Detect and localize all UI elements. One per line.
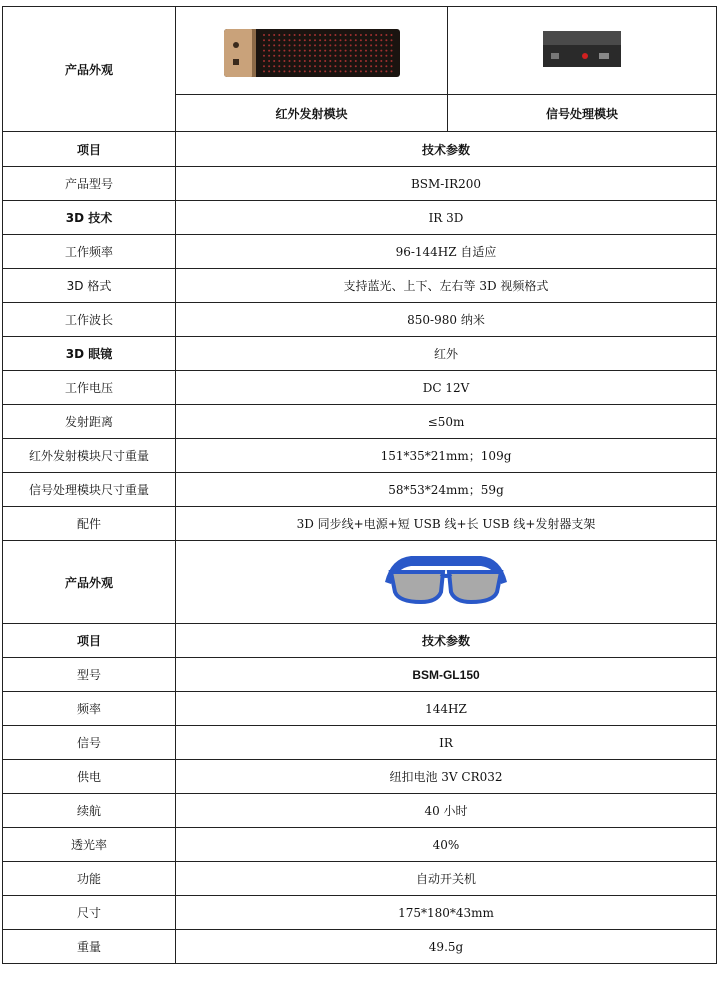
row-value: 纽扣电池 3V CR032 xyxy=(176,760,717,794)
processor-caption: 信号处理模块 xyxy=(448,95,717,132)
row-value: 151*35*21mm；109g xyxy=(176,439,717,473)
row-value: 175*180*43mm xyxy=(176,896,717,930)
table-row xyxy=(3,235,717,269)
row-value: 144HZ xyxy=(176,692,717,726)
table-row xyxy=(3,405,717,439)
row-value: 3D 同步线+电源+短 USB 线+长 USB 线+发射器支架 xyxy=(176,507,717,541)
row-value: 红外 xyxy=(176,337,717,371)
table-row xyxy=(3,167,717,201)
table-row xyxy=(3,930,717,964)
model-value: BSM-GL150 xyxy=(176,658,717,692)
row-label: 信号处理模块尺寸重量 xyxy=(3,473,176,507)
row-value: 850-980 纳米 xyxy=(176,303,717,337)
signal-processor-image xyxy=(537,27,627,71)
ir-emitter-image xyxy=(222,19,402,83)
glasses-header-item: 项目 xyxy=(3,624,176,658)
table-row xyxy=(3,371,717,405)
row-label: 透光率 xyxy=(3,828,176,862)
row-label: 3D 格式 xyxy=(3,269,176,303)
row-value: 40 小时 xyxy=(176,794,717,828)
row-label: 配件 xyxy=(3,507,176,541)
row-value: 96-144HZ 自适应 xyxy=(176,235,717,269)
table-row xyxy=(3,507,717,541)
row-value: 支持蓝光、上下、左右等 3D 视频格式 xyxy=(176,269,717,303)
row-value: IR 3D xyxy=(176,201,717,235)
row-value: ≤50m xyxy=(176,405,717,439)
glasses-image-cell xyxy=(176,541,717,624)
emitter-caption: 红外发射模块 xyxy=(176,95,448,132)
table-row xyxy=(3,828,717,862)
table-row xyxy=(3,862,717,896)
row-value: DC 12V xyxy=(176,371,717,405)
row-label: 工作波长 xyxy=(3,303,176,337)
row-label: 3D 眼镜 xyxy=(3,337,176,371)
table-row xyxy=(3,726,717,760)
processor-image-cell xyxy=(448,7,717,95)
table-row xyxy=(3,201,717,235)
emitter-image-cell xyxy=(176,7,448,95)
row-value: 40% xyxy=(176,828,717,862)
table-row xyxy=(3,473,717,507)
row-label: 功能 xyxy=(3,862,176,896)
row-label: 供电 xyxy=(3,760,176,794)
table-row xyxy=(3,269,717,303)
row-label: 续航 xyxy=(3,794,176,828)
row-value: 自动开关机 xyxy=(176,862,717,896)
glasses-appearance-label: 产品外观 xyxy=(3,541,176,624)
row-value: BSM-IR200 xyxy=(176,167,717,201)
header-item: 项目 xyxy=(3,132,176,167)
row-label: 频率 xyxy=(3,692,176,726)
table-row xyxy=(3,794,717,828)
table-row xyxy=(3,692,717,726)
row-value: IR xyxy=(176,726,717,760)
table-row xyxy=(3,337,717,371)
table-row xyxy=(3,658,717,692)
appearance-label: 产品外观 xyxy=(3,7,176,132)
3d-glasses-image xyxy=(381,548,511,614)
table-row xyxy=(3,896,717,930)
row-label: 3D 技术 xyxy=(3,201,176,235)
row-label: 工作频率 xyxy=(3,235,176,269)
row-label: 发射距离 xyxy=(3,405,176,439)
model-label: 型号 xyxy=(3,658,176,692)
row-label: 重量 xyxy=(3,930,176,964)
table-row xyxy=(3,760,717,794)
row-label: 信号 xyxy=(3,726,176,760)
row-label: 红外发射模块尺寸重量 xyxy=(3,439,176,473)
table-row xyxy=(3,439,717,473)
spec-table xyxy=(2,6,717,964)
row-label: 尺寸 xyxy=(3,896,176,930)
row-label: 工作电压 xyxy=(3,371,176,405)
glasses-header-param: 技术参数 xyxy=(176,624,717,658)
table-row xyxy=(3,303,717,337)
row-value: 49.5g xyxy=(176,930,717,964)
row-value: 58*53*24mm；59g xyxy=(176,473,717,507)
header-param: 技术参数 xyxy=(176,132,717,167)
row-label: 产品型号 xyxy=(3,167,176,201)
